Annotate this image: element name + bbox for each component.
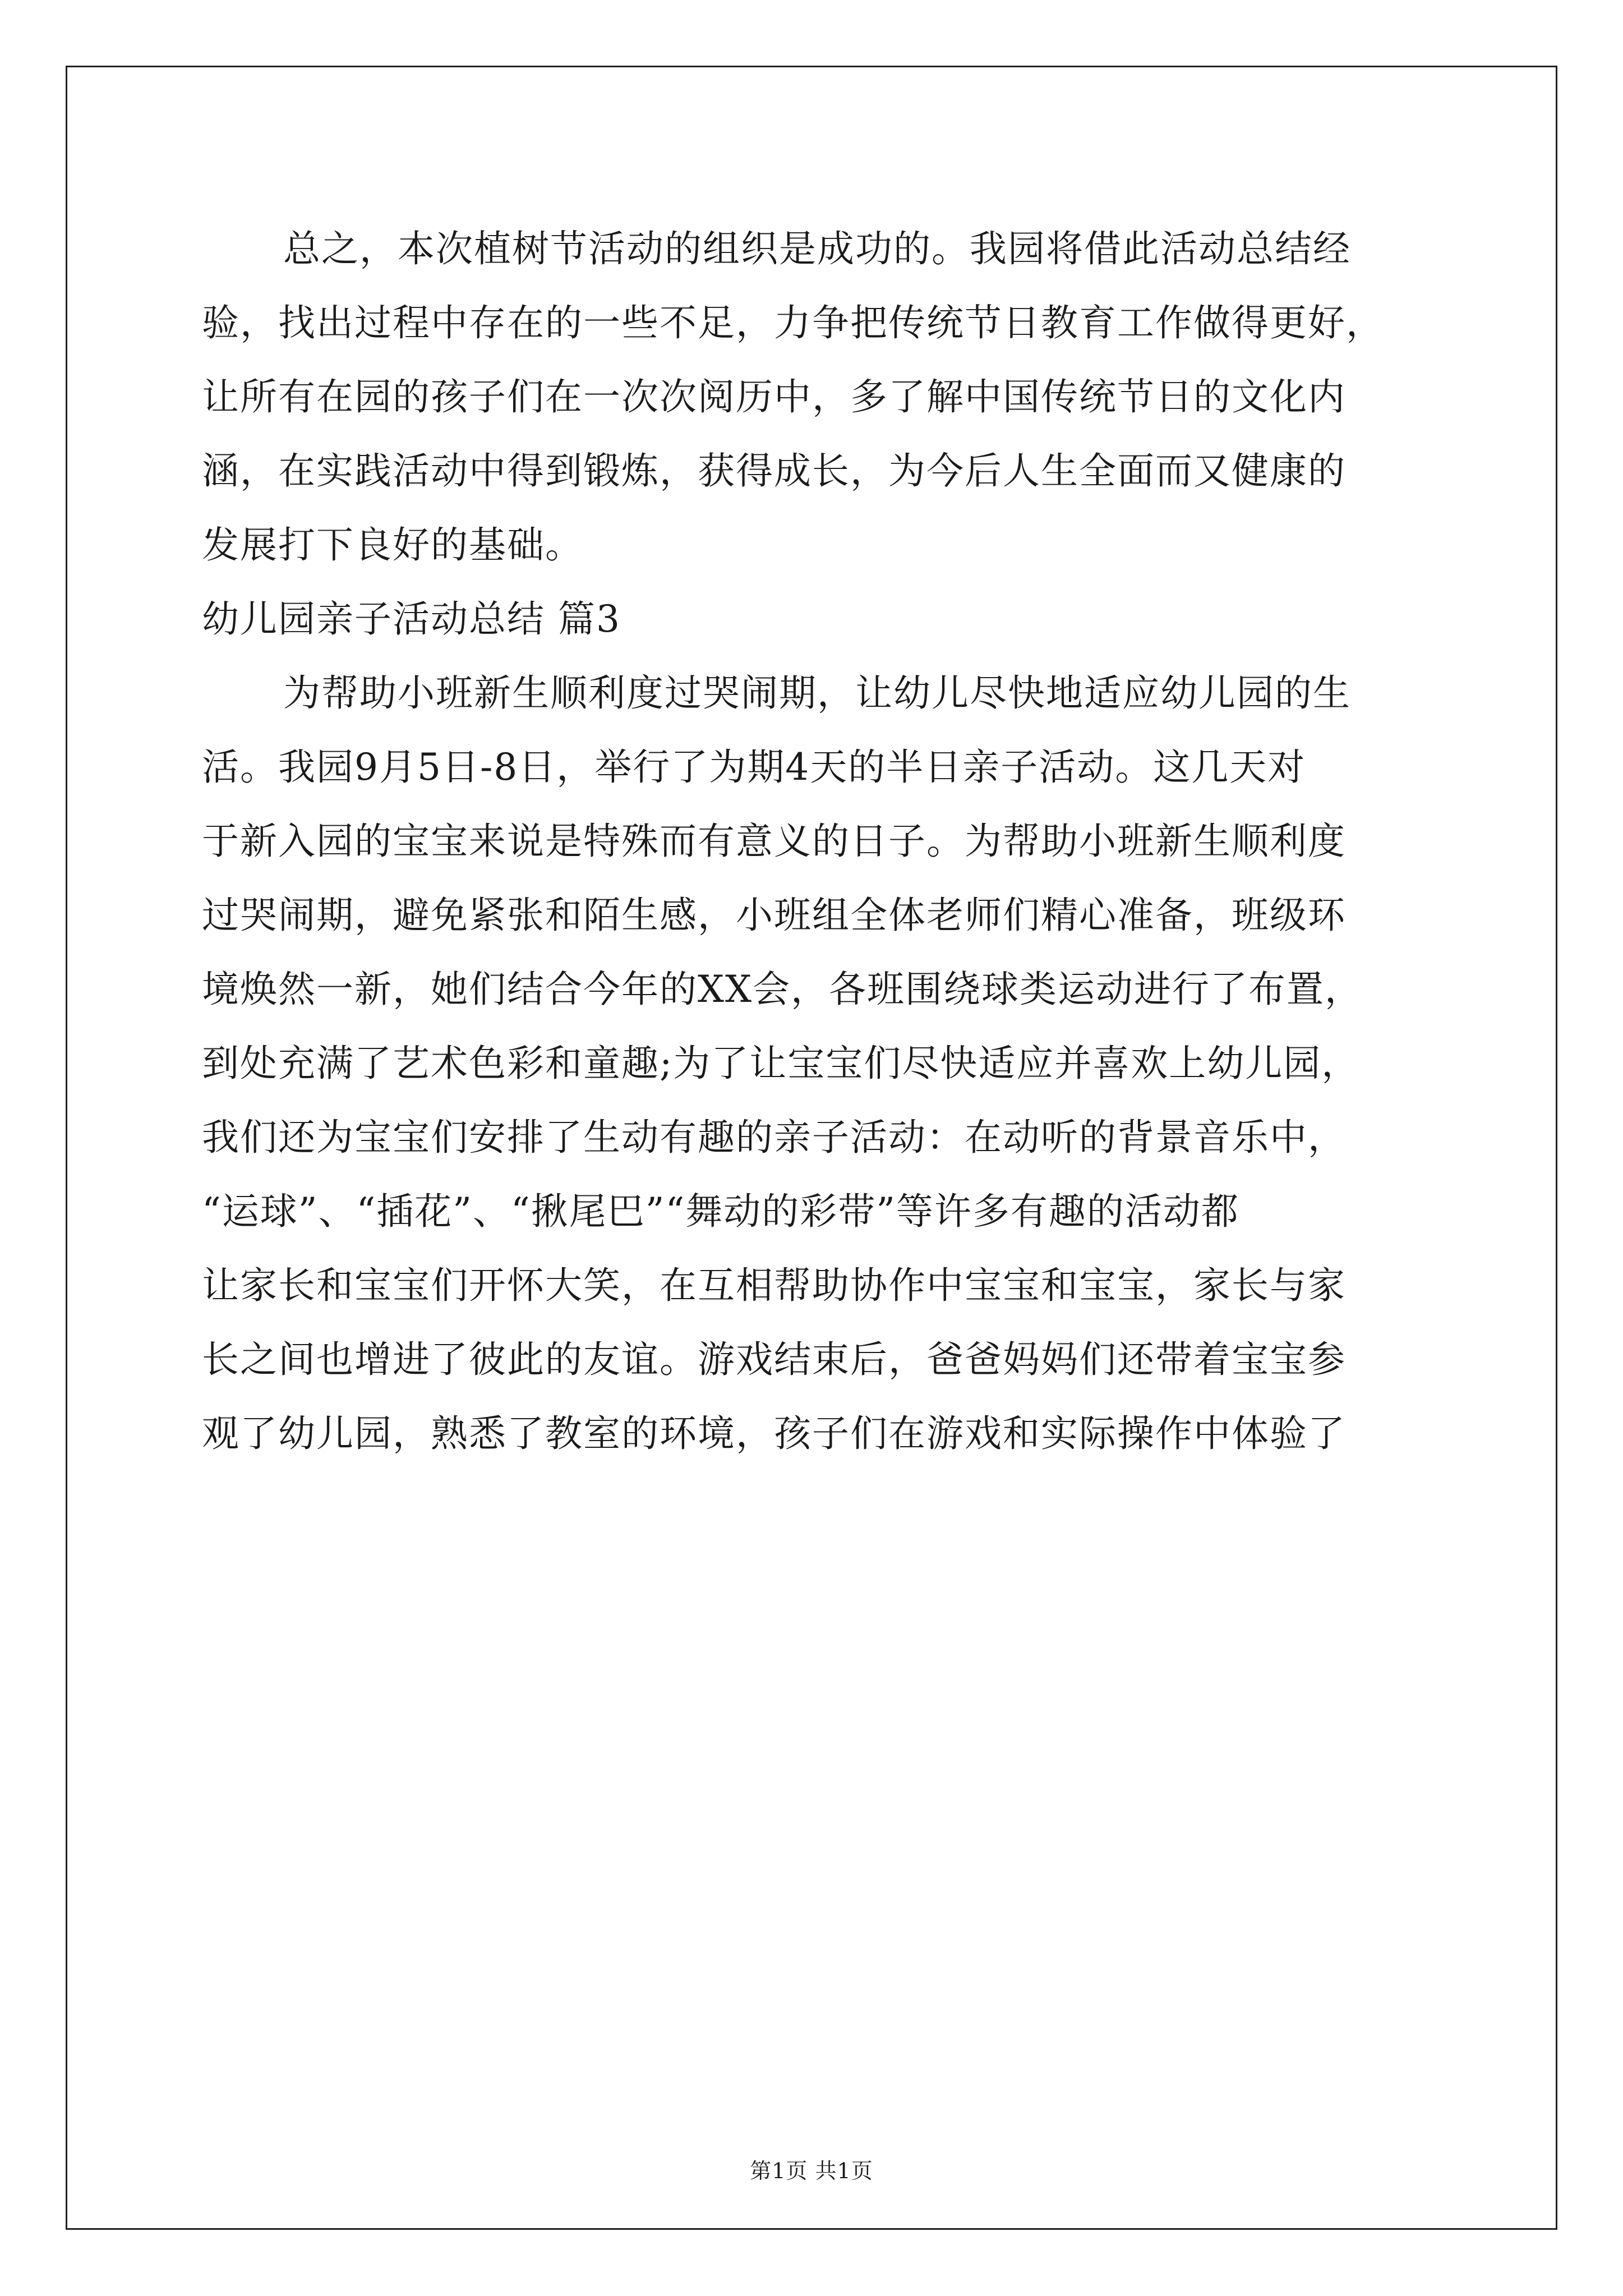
paragraph-line: 验，找出过程中存在的一些不足，力争把传统节日教育工作做得更好， bbox=[202, 301, 1384, 344]
paragraph-line: 总之，本次植树节活动的组织是成功的。我园将借此活动总结经 bbox=[283, 227, 1351, 270]
paragraph-line: 长之间也增进了彼此的友谊。游戏结束后，爸爸妈妈们还带着宝宝参 bbox=[202, 1338, 1346, 1381]
paragraph-line: 涵，在实践活动中得到锻炼，获得成长，为今后人生全面而又健康的 bbox=[202, 449, 1346, 493]
paragraph-line: 过哭闹期，避免紧张和陌生感，小班组全体老师们精心准备，班级环 bbox=[202, 894, 1346, 937]
page-footer: 第1页 共1页 bbox=[750, 2159, 873, 2183]
paragraph-line: 观了幼儿园，熟悉了教室的环境，孩子们在游戏和实际操作中体验了 bbox=[202, 1412, 1346, 1455]
paragraph-line: 发展打下良好的基础。 bbox=[202, 523, 583, 567]
paragraph-line: 让所有在园的孩子们在一次次阅历中，多了解中国传统节日的文化内 bbox=[202, 375, 1346, 418]
paragraph-line: 于新入园的宝宝来说是特殊而有意义的日子。为帮助小班新生顺利度 bbox=[202, 820, 1346, 863]
section-heading: 幼儿园亲子活动总结 篇3 bbox=[202, 597, 621, 641]
paragraph-line: 我们还为宝宝们安排了生动有趣的亲子活动：在动听的背景音乐中， bbox=[202, 1116, 1346, 1159]
paragraph-line: 到处充满了艺术色彩和童趣;为了让宝宝们尽快适应并喜欢上幼儿园， bbox=[202, 1042, 1360, 1085]
paragraph-line: 让家长和宝宝们开怀大笑，在互相帮助协作中宝宝和宝宝，家长与家 bbox=[202, 1264, 1346, 1307]
paragraph-line: 活。我园9月5日-8日，举行了为期4天的半日亲子活动。这几天对 bbox=[202, 746, 1306, 789]
paragraph-line: 境焕然一新，她们结合今年的XX会，各班围绕球类运动进行了布置， bbox=[202, 968, 1363, 1011]
paragraph-line: 为帮助小班新生顺利度过哭闹期，让幼儿尽快地适应幼儿园的生 bbox=[283, 671, 1351, 715]
paragraph-line: “运球”、“插花”、“揪尾巴”“舞动的彩带”等许多有趣的活动都 bbox=[202, 1190, 1239, 1233]
